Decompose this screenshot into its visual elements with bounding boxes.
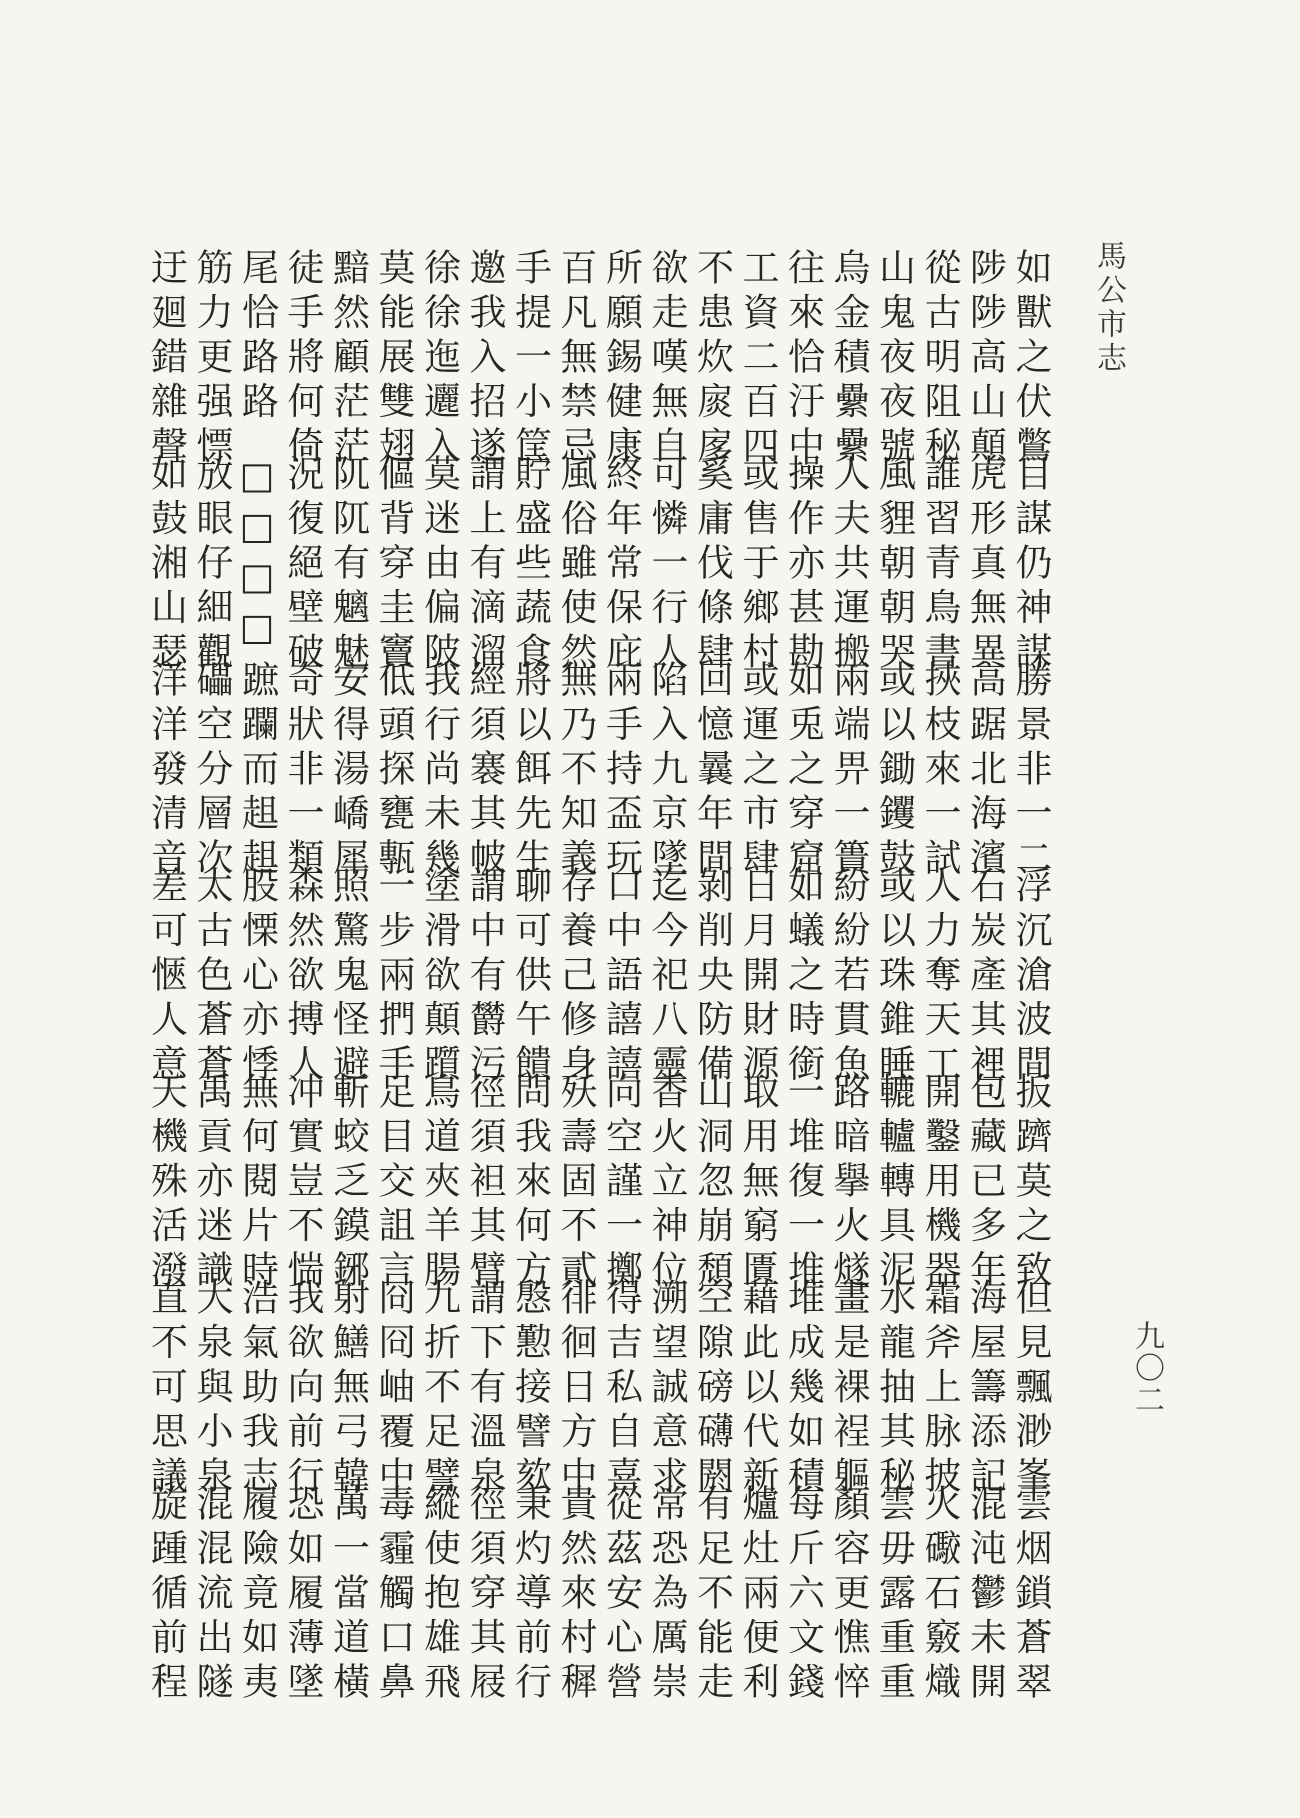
verse-segment: 旋踵循前程	[144, 1484, 188, 1707]
verse-segment: 秉灼導前行	[508, 1484, 552, 1707]
verse-segment: 謂上有滴溜	[463, 454, 506, 677]
text-column	[870, 248, 918, 1707]
verse-segment: 莫能展雙翅	[372, 248, 415, 471]
text-column	[1006, 248, 1054, 1707]
verse-segment: 畫是裸裎軀	[827, 1278, 870, 1501]
text-column	[961, 248, 1009, 1707]
verse-segment: 邀我入招遂	[463, 248, 506, 471]
verse-segment: 迄今祀八靈	[645, 866, 688, 1089]
verse-segment: 浮沉滄波間	[1009, 866, 1052, 1089]
verse-segment: 萬一當道橫	[326, 1484, 370, 1707]
verse-segment: 斬蛟乏鏌鋣	[326, 1072, 370, 1295]
verse-segment: 山鬼夜夜號	[872, 248, 916, 471]
verse-segment: 有足不能走	[690, 1484, 734, 1707]
verse-segment: 如蟻之時銜	[781, 866, 825, 1089]
verse-segment: 貴然來村穉	[554, 1484, 597, 1707]
verse-segment: 石炭產其裡	[963, 866, 1007, 1089]
book-title: 馬公市志	[1091, 240, 1126, 376]
verse-segment: 人力奪天工	[918, 866, 961, 1089]
verse-segment: 問我來何方	[508, 1072, 552, 1295]
verse-segment: 虎形真無異	[963, 454, 1007, 677]
verse-segment: 徑須袒其臂	[463, 1072, 506, 1295]
verse-segment: 每斤六文錢	[781, 1484, 825, 1707]
verse-segment: 山洞忽崩頹	[690, 1072, 734, 1295]
verse-segment: 慇懃接譬欬	[508, 1278, 552, 1501]
verse-segment: 火礮石竅熾	[918, 1484, 961, 1707]
verse-segment: 風俗雖使然	[554, 454, 597, 677]
verse-segment: 或以鋤钁鼓	[872, 660, 916, 883]
text-column	[824, 248, 872, 1707]
verse-segment: 但見飄渺峯	[1009, 1278, 1052, 1501]
verse-segment: 礧空分層次	[190, 660, 233, 883]
verse-segment: 傴背穿圭竇	[372, 454, 415, 677]
verse-segment: 陷入九京墜	[645, 660, 688, 883]
verse-segment: 筋力更强慓	[190, 248, 233, 471]
verse-segment: 射鱔無弓韓	[326, 1278, 370, 1501]
verse-segment: 往來恰汙中	[781, 248, 825, 471]
verse-segment: 或以珠錐睡	[872, 866, 916, 1089]
verse-segment: 路暗擧火燧	[827, 1072, 870, 1295]
verse-segment: 雲毋露重重	[872, 1484, 916, 1707]
verse-segment: 所願錫健康	[599, 248, 643, 471]
verse-segment: 挾枝來一試	[918, 660, 961, 883]
verse-segment: 莫迷由偏陂	[417, 454, 461, 677]
verse-segment: 目謀仍神謀	[1009, 454, 1052, 677]
verse-segment: 工資二百四	[736, 248, 779, 471]
verse-segment: 阢阢有魑魅	[326, 454, 370, 677]
text-column	[551, 248, 599, 1707]
verse-segment: 一步兩捫手	[372, 866, 415, 1089]
verse-segment: 混混流出隧	[190, 1484, 233, 1707]
verse-segment: 安得湯嶠犀	[326, 660, 370, 883]
poem-body	[140, 248, 1090, 1707]
verse-segment: 水龍抽其秘	[872, 1278, 916, 1501]
verse-segment: □□□□	[235, 454, 279, 656]
verse-segment: 藉此以代新	[736, 1278, 779, 1501]
verse-segment: 太古色蒼蒼	[190, 866, 233, 1089]
verse-segment: 謂下有溫泉	[463, 1278, 506, 1501]
verse-segment: 如獸之伏鷩	[1009, 248, 1052, 471]
verse-segment: 高踞北海濱	[963, 660, 1007, 883]
verse-segment: 履險竟如夷	[235, 1484, 279, 1707]
page-number: 九〇二	[1129, 1320, 1164, 1416]
text-column	[369, 248, 417, 1707]
verse-segment: 奚庸伐條肆	[690, 454, 734, 677]
verse-segment: 從古明阻秘	[918, 248, 961, 471]
verse-segment: 恐如履薄墜	[281, 1484, 324, 1707]
verse-segment: 得吉私自喜	[599, 1278, 643, 1501]
verse-segment: 冏冏岫覆中	[372, 1278, 415, 1501]
verse-segment: 低頭探甕甎	[372, 660, 415, 883]
verse-segment: 日月開財源	[736, 866, 779, 1089]
verse-segment: 風貍朝朝哭	[872, 454, 916, 677]
text-column	[506, 248, 554, 1707]
text-column	[460, 248, 508, 1707]
verse-segment: 放眼仔細觀	[190, 454, 233, 677]
verse-segment: 香火立神位	[645, 1072, 688, 1295]
verse-segment: 無何閱片時	[235, 1072, 279, 1295]
verse-segment: 將以餌先生	[508, 660, 552, 883]
verse-segment: 蹠躝而趄趄	[235, 660, 279, 883]
verse-segment: 霜斧上脉披	[918, 1278, 961, 1501]
verse-segment: 徒手將何倚	[281, 248, 324, 471]
text-column	[642, 248, 690, 1707]
verse-segment: 黯然顧茫茫	[326, 248, 370, 471]
verse-segment: 終年常保庇	[599, 454, 643, 677]
verse-segment: 向空謹一擲	[599, 1072, 643, 1295]
verse-segment: 直不可思議	[144, 1278, 188, 1501]
verse-segment: 差可愜人意	[144, 866, 188, 1089]
verse-segment: 存養己修身	[554, 866, 597, 1089]
verse-segment: 浩氣助我志	[235, 1278, 279, 1501]
verse-segment: 扳躋莫之致	[1009, 1072, 1052, 1295]
verse-segment: 或運之市肆	[736, 660, 779, 883]
verse-segment: 貯盛些蔬食	[508, 454, 552, 677]
verse-segment: 徑須穿其屐	[463, 1484, 506, 1707]
verse-segment: 口中語譆譆	[599, 866, 643, 1089]
verse-segment: 堆成幾如積	[781, 1278, 825, 1501]
verse-segment: 我欲向前行	[281, 1278, 324, 1501]
verse-segment: 迂廻錯雜聲	[144, 248, 188, 471]
verse-segment: 冲實豈不惴	[281, 1072, 324, 1295]
verse-segment: 誰習青鳥書	[918, 454, 961, 677]
verse-segment: 奇狀非一類	[281, 660, 324, 883]
verse-segment: 勝景非一二	[1009, 660, 1052, 883]
verse-segment: 大泉與小泉	[190, 1278, 233, 1501]
verse-segment: 不患炊扊扅	[690, 248, 734, 471]
verse-segment: 禹貢亦迷識	[190, 1072, 233, 1295]
text-column	[733, 248, 781, 1707]
verse-segment: 聊可供午饋	[508, 866, 552, 1089]
verse-segment: 謂中有欝污	[463, 866, 506, 1089]
text-column	[415, 248, 463, 1707]
verse-segment: 塗滑欲顛躓	[417, 866, 461, 1089]
verse-segment: 取用無窮匱	[736, 1072, 779, 1295]
text-column	[187, 248, 235, 1707]
verse-segment: 紛紛若貫魚	[827, 866, 870, 1089]
verse-segment: 欲走嘆無自	[645, 248, 688, 471]
verse-segment: 開鑿用機器	[918, 1072, 961, 1295]
verse-segment: 天機殊活潑	[144, 1072, 188, 1295]
verse-segment: 九折不足譬	[417, 1278, 461, 1501]
verse-segment: 溯望誠意求	[645, 1278, 688, 1501]
verse-segment: 徘徊日方中	[554, 1278, 597, 1501]
verse-segment: 包藏已多年	[963, 1072, 1007, 1295]
text-column	[688, 248, 736, 1707]
verse-segment: 森然欲搏人	[281, 866, 324, 1089]
verse-segment: 股慄心亦悸	[235, 866, 279, 1089]
verse-segment: 百凡無禁忌	[554, 248, 597, 471]
verse-segment: 經須褰其帔	[463, 660, 506, 883]
verse-segment: 如鼓湘山瑟	[144, 454, 188, 677]
verse-segment: 手提一小筐	[508, 248, 552, 471]
verse-segment: 可憐一行人	[645, 454, 688, 677]
verse-segment: 烏金積纍纍	[827, 248, 870, 471]
verse-segment: 洋洋發清音	[144, 660, 188, 883]
verse-segment: 如兎之穿窟	[781, 660, 825, 883]
verse-segment: 混沌鬱未開	[963, 1484, 1007, 1707]
verse-segment: 徐徐迤邐入	[417, 248, 461, 471]
verse-segment: 兩端畀一簣	[827, 660, 870, 883]
verse-segment: 剝削央防備	[690, 866, 734, 1089]
verse-segment: 毒霾觸口鼻	[372, 1484, 415, 1707]
verse-segment: 一堆復一堆	[781, 1072, 825, 1295]
verse-segment: 海屋籌添記	[963, 1278, 1007, 1501]
text-column	[779, 248, 827, 1707]
verse-segment: 兩手持盃玩	[599, 660, 643, 883]
verse-segment: 空隙磅礴閼	[690, 1278, 734, 1501]
verse-segment: 陟陟高山顛	[963, 248, 1007, 471]
verse-segment: 足目交詛言	[372, 1072, 415, 1295]
verse-segment: 照驚鬼怪避	[326, 866, 370, 1089]
verse-segment: 常恐為厲崇	[645, 1484, 688, 1707]
text-column	[142, 248, 190, 1707]
text-column	[233, 248, 281, 1707]
verse-segment: 殀壽固不貳	[554, 1072, 597, 1295]
verse-segment: 操作亦甚勘	[781, 454, 825, 677]
text-column	[278, 248, 326, 1707]
verse-segment: 或售于鄉村	[736, 454, 779, 677]
verse-segment: 尾恰路路	[235, 248, 279, 426]
verse-segment: 回憶曩年間	[690, 660, 734, 883]
verse-segment: 人夫共運搬	[827, 454, 870, 677]
verse-segment: 況復絕壁破	[281, 454, 324, 677]
verse-segment: 轆轤轉具泥	[872, 1072, 916, 1295]
verse-segment: 顏容更憔悴	[827, 1484, 870, 1707]
verse-segment: 我行尚未幾	[417, 660, 461, 883]
verse-segment: 從茲安心營	[599, 1484, 643, 1707]
verse-segment: 無乃不知義	[554, 660, 597, 883]
verse-segment: 鳥道夾羊腸	[417, 1072, 461, 1295]
text-column	[324, 248, 372, 1707]
verse-segment: 爐灶兩便利	[736, 1484, 779, 1707]
verse-segment: 縱使抱雄飛	[417, 1484, 461, 1707]
text-column	[915, 248, 963, 1707]
verse-segment: 雲烟鎖蒼翠	[1009, 1484, 1052, 1707]
text-column	[597, 248, 645, 1707]
